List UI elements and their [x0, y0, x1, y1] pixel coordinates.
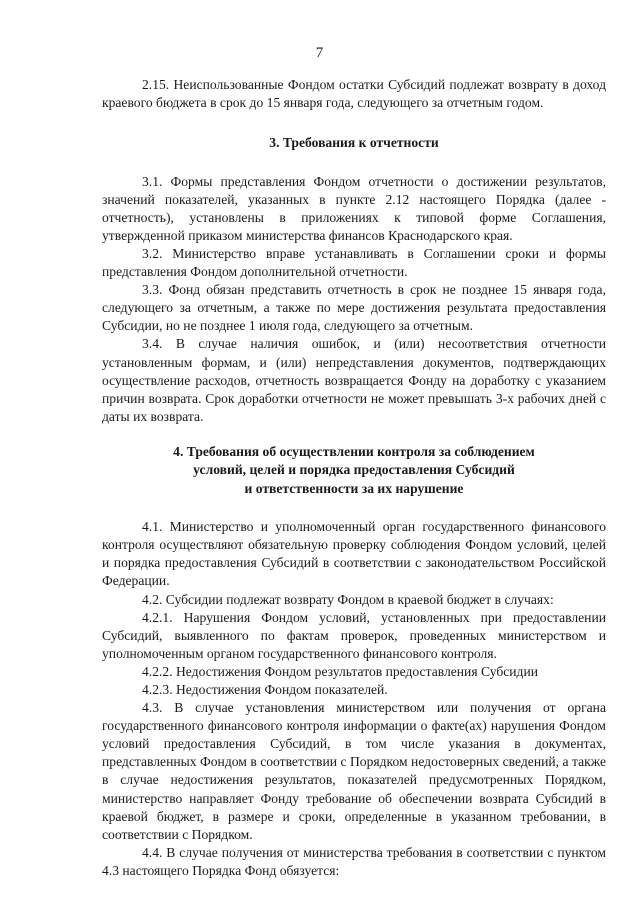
paragraph-4-2: 4.2. Субсидии подлежат возврату Фондом в краевой бюджет в случаях:	[142, 591, 554, 607]
paragraph-4-4: 4.4. В случае получения от министерства требования в соответствии с пунктом 4.3 настоящего Порядка Фонд обязуется:	[102, 844, 606, 878]
paragraph-2-15: 2.15. Неиспользованные Фондом остатки Субсидий подлежат возврату в доход краевого бюджета в срок до 15 января года, следующего за отчетным годом.	[102, 77, 606, 111]
paragraph-3-2: 3.2. Министерство вправе устанавливать в Соглашении сроки и формы представления Фондом дополнительной отчетности.	[102, 245, 606, 280]
section-4-heading-line-3: и ответственности за их нарушение	[244, 480, 464, 496]
section-3-heading: 3. Требования к отчетности	[269, 135, 439, 151]
paragraph-4-2-1: 4.2.1. Нарушения Фондом условий, установленных при предоставлении Субсидий, выявленного по фактам проверок, проведенных министерством и уполномоченным органом государственного финансового контроля.	[102, 609, 606, 661]
paragraph-3-4: 3.4. В случае наличия ошибок, и (или) несоответствия отчетности установленным формам, и (или) непредставления документов, подтверждающих осуществление расходов, отчетность возвращается Фонду на доработку с указанием причин возврата. Срок доработки отчетности не может превышать 3-х рабочих дней с даты их возврата.	[102, 336, 606, 424]
page-number: 7	[315, 45, 324, 61]
paragraph-4-1: 4.1. Министерство и уполномоченный орган государственного финансового контроля осуществляют обязательную проверку соблюдения Фондом условий, целей и порядка предоставления Субсидий в соответствии с законодательством Российской Федерации.	[102, 519, 606, 589]
paragraph-4-3: 4.3. В случае установления министерством или получения от органа государственного финансового контроля информации о факте(ах) нарушения Фондом условий предоставления Субсидий, в том числе указания в документах, представленных Фондом в соответствии с Порядком недостоверных сведений, а также в случае недостижения результатов, показателей предусмотренных Порядком, министерство направляет Фонду требование об обеспечении возврата Субсидий в краевой бюджет, в размере и сроки, определенные в указанном требовании, в соответствии с Порядком.	[102, 700, 606, 842]
section-4-heading	[102, 443, 606, 498]
paragraph-4-2-3: 4.2.3. Недостижения Фондом показателей.	[142, 681, 388, 697]
section-4-heading-line-1: 4. Требования об осуществлении контроля за соблюдением	[173, 443, 535, 459]
paragraph-3-1: 3.1. Формы представления Фондом отчетности о достижении результатов, значений показателей, указанных в пункте 2.12 настоящего Порядка (далее - отчетность), установлены в приложениях к типовой форме Соглашения, утвержденной приказом министерства финансов Краснодарского края.	[102, 173, 606, 243]
paragraph-4-2-2: 4.2.2. Недостижения Фондом результатов предоставления Субсидии	[142, 663, 539, 679]
paragraph-3-3: 3.3. Фонд обязан представить отчетность в срок не позднее 15 января года, следующего за отчетным, а также по мере достижения результата предоставления Субсидии, но не позднее 1 июля года, следующего за отчетным.	[102, 282, 606, 334]
section-4-heading-line-2: условий, целей и порядка предоставления Субсидий	[193, 462, 515, 478]
document-body	[102, 76, 606, 880]
